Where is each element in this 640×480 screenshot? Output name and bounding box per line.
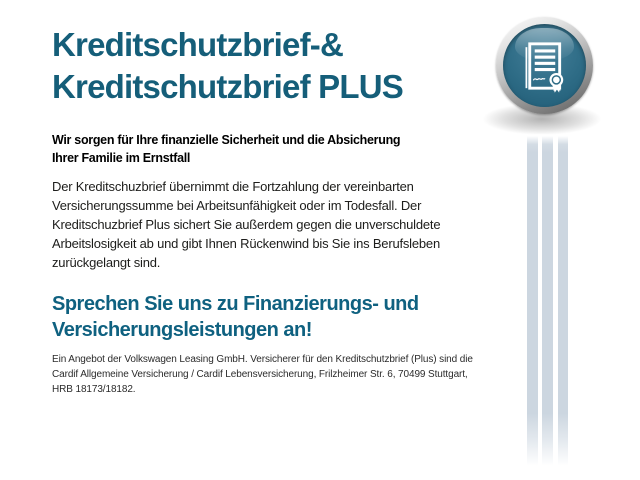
- legal-line-2: Cardif Allgemeine Versicherung / Cardif Lebensversicherung, Frilzheimer Str. 6, 70499 Stuttgart,: [52, 369, 468, 380]
- legal-fine-print: [52, 352, 473, 397]
- cta-heading: [52, 291, 419, 343]
- page-title: [52, 24, 403, 108]
- decor-stripe: [542, 136, 553, 466]
- body-line-1: Der Kreditschuzbrief übernimmt die Fortzahlung der vereinbarten: [52, 179, 414, 194]
- legal-line-1: Ein Angebot der Volkswagen Leasing GmbH. Versicherer für den Kreditschutzbrief (Plus) sind die: [52, 354, 473, 365]
- body-paragraph: [52, 177, 440, 272]
- lead-subtitle-line-1: Wir sorgen für Ihre finanzielle Sicherheit und die Absicherung: [52, 133, 401, 147]
- lead-subtitle-line-2: Ihrer Familie im Ernstfall: [52, 151, 191, 165]
- page-title-line-1: Kreditschutzbrief-&: [52, 26, 343, 63]
- cta-heading-line-2: Versicherungsleistungen an!: [52, 319, 312, 341]
- lead-subtitle: [52, 131, 400, 167]
- certificate-badge: [496, 17, 593, 114]
- body-line-2: Versicherungssumme bei Arbeitsunfähigkeit oder im Todesfall. Der: [52, 198, 422, 213]
- body-line-3: Kreditschuzbrief Plus sichert Sie außerdem gegen die unverschuldete: [52, 217, 441, 232]
- body-line-5: zurückgelangt sind.: [52, 255, 161, 270]
- decor-stripe: [558, 136, 569, 466]
- body-line-4: Arbeitslosigkeit ab und gibt Ihnen Rückenwind bis Sie ins Berufsleben: [52, 236, 440, 251]
- decor-vertical-stripes: [527, 136, 568, 466]
- legal-line-3: HRB 18173/18182.: [52, 384, 136, 395]
- decor-stripe: [527, 136, 538, 466]
- certificate-seal-icon: [512, 34, 574, 98]
- cta-heading-line-1: Sprechen Sie uns zu Finanzierungs- und: [52, 293, 419, 315]
- page-title-line-2: Kreditschutzbrief PLUS: [52, 68, 403, 105]
